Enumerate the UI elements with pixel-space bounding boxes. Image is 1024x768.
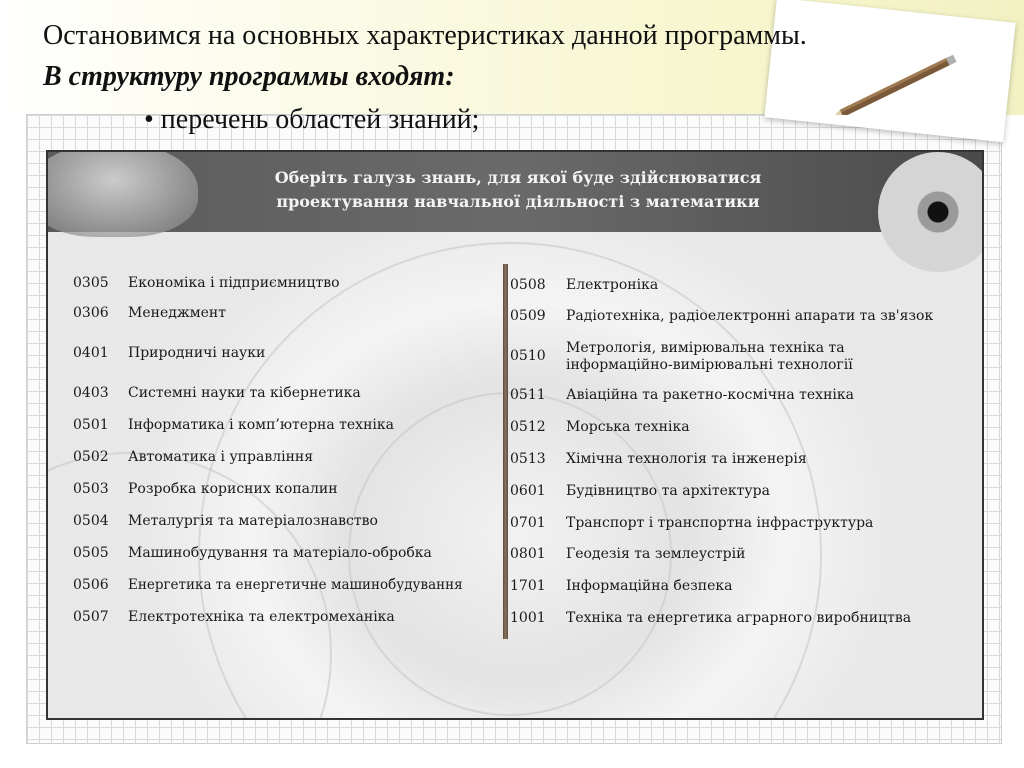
list-item-1701[interactable]	[510, 578, 732, 595]
item-code: 0511	[510, 387, 546, 403]
item-code: 0504	[73, 513, 109, 529]
list-item-0401[interactable]	[73, 345, 265, 362]
item-label-line-1: Метрологія, вимірювальна техніка та	[566, 340, 845, 356]
item-code: 0701	[510, 515, 546, 531]
item-label: Геодезія та землеустрій	[566, 546, 746, 562]
item-label: Природничі науки	[128, 345, 266, 361]
item-label: Електроніка	[566, 277, 659, 293]
item-label: Автоматика і управління	[128, 449, 314, 465]
item-label: Інформатика і комп’ютерна техніка	[128, 417, 394, 433]
list-item-0701[interactable]	[510, 515, 873, 532]
item-label: Інформаційна безпека	[566, 578, 733, 594]
item-code: 0506	[73, 577, 109, 593]
list-item-0501[interactable]	[73, 417, 394, 434]
item-code: 0510	[510, 348, 546, 364]
item-label: Розробка корисних копалин	[128, 481, 338, 497]
list-item-1001[interactable]	[510, 610, 911, 627]
list-item-0305[interactable]	[73, 275, 340, 292]
bullet-item: • перечень областей знаний;	[144, 104, 480, 135]
banner-line-2: проектування навчальної діяльності з математики	[276, 192, 760, 211]
item-label: Електротехніка та електромеханіка	[128, 609, 395, 625]
banner-line-1: Оберіть галузь знань, для якої буде здійснюватися	[274, 168, 762, 187]
item-code: 0512	[510, 419, 546, 435]
pencil-icon	[825, 55, 975, 115]
list-item-0505[interactable]	[73, 545, 432, 562]
list-item-0511[interactable]	[510, 387, 854, 404]
list-item-0513[interactable]	[510, 451, 807, 468]
mouse-icon	[46, 150, 198, 237]
banner-title	[198, 166, 838, 214]
list-item-0403[interactable]	[73, 385, 361, 402]
item-code: 1001	[510, 610, 546, 626]
item-code: 0507	[73, 609, 109, 625]
list-item-0509[interactable]	[510, 308, 933, 325]
item-label: Радіотехніка, радіоелектронні апарати та зв'язок	[566, 308, 934, 324]
item-label: Хімічна технологія та інженерія	[566, 451, 807, 467]
item-label: Морська техніка	[566, 419, 690, 435]
list-item-0601[interactable]	[510, 483, 770, 500]
item-label: Техніка та енергетика аграрного виробництва	[566, 610, 912, 626]
item-label: Металургія та матеріалознавство	[128, 513, 378, 529]
item-code: 0305	[73, 275, 109, 291]
item-code: 0503	[73, 481, 109, 497]
cd-icon	[878, 152, 984, 272]
program-banner	[48, 152, 982, 232]
list-item-0503[interactable]	[73, 481, 338, 498]
list-item-0512[interactable]	[510, 419, 690, 436]
item-code: 0502	[73, 449, 109, 465]
item-label: Машинобудування та матеріало-обробка	[128, 545, 432, 561]
item-label-line-2: інформаційно-вимірювальні технології	[566, 357, 853, 373]
slide-subheading: В структуру программы входят:	[43, 61, 455, 92]
item-code: 0513	[510, 451, 546, 467]
item-label: Менеджмент	[128, 305, 226, 321]
item-label: Транспорт і транспортна інфраструктура	[566, 515, 874, 531]
list-item-0306[interactable]	[73, 305, 226, 322]
item-label: Авіаційна та ракетно-космічна техніка	[566, 387, 854, 403]
list-item-0801[interactable]	[510, 546, 745, 563]
item-code: 0505	[73, 545, 109, 561]
item-code: 0501	[73, 417, 109, 433]
item-code: 0601	[510, 483, 546, 499]
item-code: 0306	[73, 305, 109, 321]
list-item-0508[interactable]	[510, 277, 658, 294]
item-code: 0508	[510, 277, 546, 293]
item-label: Економіка і підприємництво	[128, 275, 340, 291]
embedded-program-screen	[46, 150, 984, 720]
list-item-0510[interactable]	[510, 340, 853, 374]
item-code: 1701	[510, 578, 546, 594]
list-item-0507[interactable]	[73, 609, 395, 626]
column-divider	[503, 264, 508, 639]
item-label	[566, 340, 853, 374]
item-code: 0801	[510, 546, 546, 562]
item-code: 0509	[510, 308, 546, 324]
item-label: Енергетика та енергетичне машинобудування	[128, 577, 463, 593]
slide-heading: Остановимся на основных характеристиках данной программы.	[43, 20, 807, 51]
item-label: Будівництво та архітектура	[566, 483, 770, 499]
item-label: Системні науки та кібернетика	[128, 385, 361, 401]
item-code: 0403	[73, 385, 109, 401]
list-item-0506[interactable]	[73, 577, 463, 594]
list-item-0502[interactable]	[73, 449, 313, 466]
list-item-0504[interactable]	[73, 513, 378, 530]
item-code: 0401	[73, 345, 109, 361]
